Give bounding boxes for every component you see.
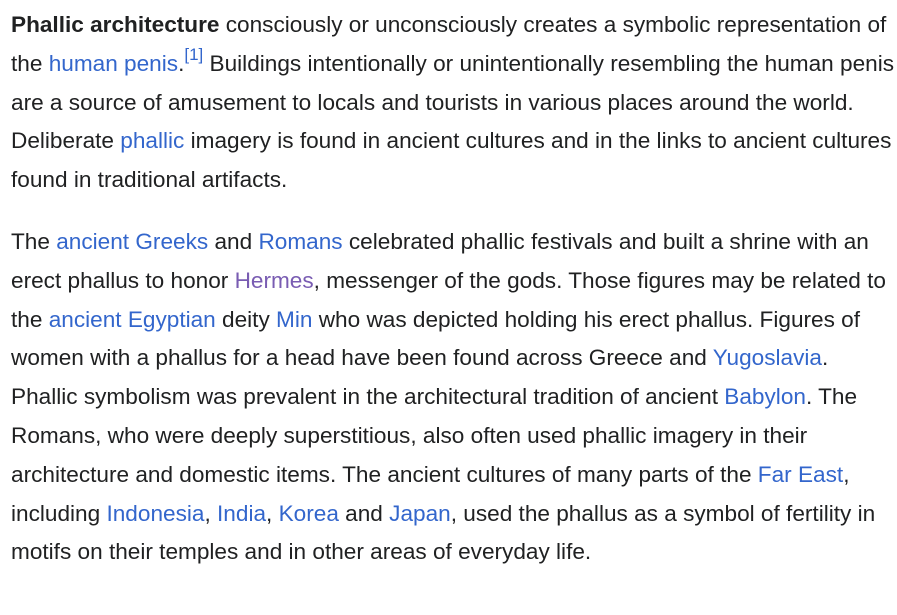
link-ancient-egyptian[interactable]: ancient Egyptian	[48, 306, 216, 332]
text-segment: , messenger of the gods. Those figures may be related to the	[11, 267, 886, 332]
link-japan[interactable]: Japan	[389, 500, 451, 526]
text-segment: imagery is found in ancient cultures and in the links to ancient cultures found in traditional artifacts.	[11, 128, 892, 193]
link-far-east[interactable]: Far East	[757, 461, 844, 487]
reference-1[interactable]	[184, 45, 203, 64]
text-segment: .	[178, 50, 185, 76]
intro-paragraph	[11, 6, 895, 200]
reference-link-1[interactable]: [1]	[184, 45, 204, 65]
article-subject-term: Phallic architecture	[11, 12, 220, 37]
link-korea[interactable]: Korea	[278, 500, 339, 526]
text-segment: who was depicted holding his erect phallus. Figures of women with a phallus for a head have been found across Greece and	[11, 306, 861, 371]
text-segment: . The Romans, who were deeply superstitious, also often used phallic imagery in their architecture and domestic items. The ancient cultures of many parts of the	[11, 384, 858, 487]
link-min[interactable]: Min	[276, 306, 313, 332]
link-india[interactable]: India	[217, 500, 267, 526]
article-body	[11, 6, 895, 572]
text-segment: and	[338, 500, 390, 526]
text-segment: and	[208, 228, 259, 254]
text-segment: celebrated phallic festivals and built a shrine with an erect phallus to honor	[11, 228, 869, 293]
link-phallic[interactable]: phallic	[120, 128, 185, 154]
text-segment: , used the phallus as a symbol of fertility in motifs on their temples and in other areas of everyday life.	[11, 500, 876, 565]
text-segment: The	[11, 228, 57, 254]
text-segment: . Phallic symbolism was prevalent in the architectural tradition of ancient	[11, 345, 829, 410]
text-segment: Buildings intentionally or unintentionally resembling the human penis are a source of amusement to locals and tourists in various places around the world. Deliberate	[11, 50, 895, 154]
text-segment: ,	[266, 500, 279, 526]
history-paragraph	[11, 223, 895, 572]
link-ancient-greeks[interactable]: ancient Greeks	[56, 228, 209, 254]
link-indonesia[interactable]: Indonesia	[106, 500, 205, 526]
link-babylon[interactable]: Babylon	[724, 384, 806, 410]
link-hermes[interactable]: Hermes	[234, 267, 314, 293]
link-human-penis[interactable]: human penis	[48, 50, 179, 76]
text-segment: ,	[204, 500, 218, 526]
link-yugoslavia[interactable]: Yugoslavia	[712, 345, 822, 371]
text-segment: , including	[11, 461, 850, 526]
link-romans[interactable]: Romans	[258, 228, 343, 254]
text-segment: consciously or unconsciously creates a symbolic representation of the	[11, 12, 887, 76]
text-segment: deity	[215, 306, 277, 332]
